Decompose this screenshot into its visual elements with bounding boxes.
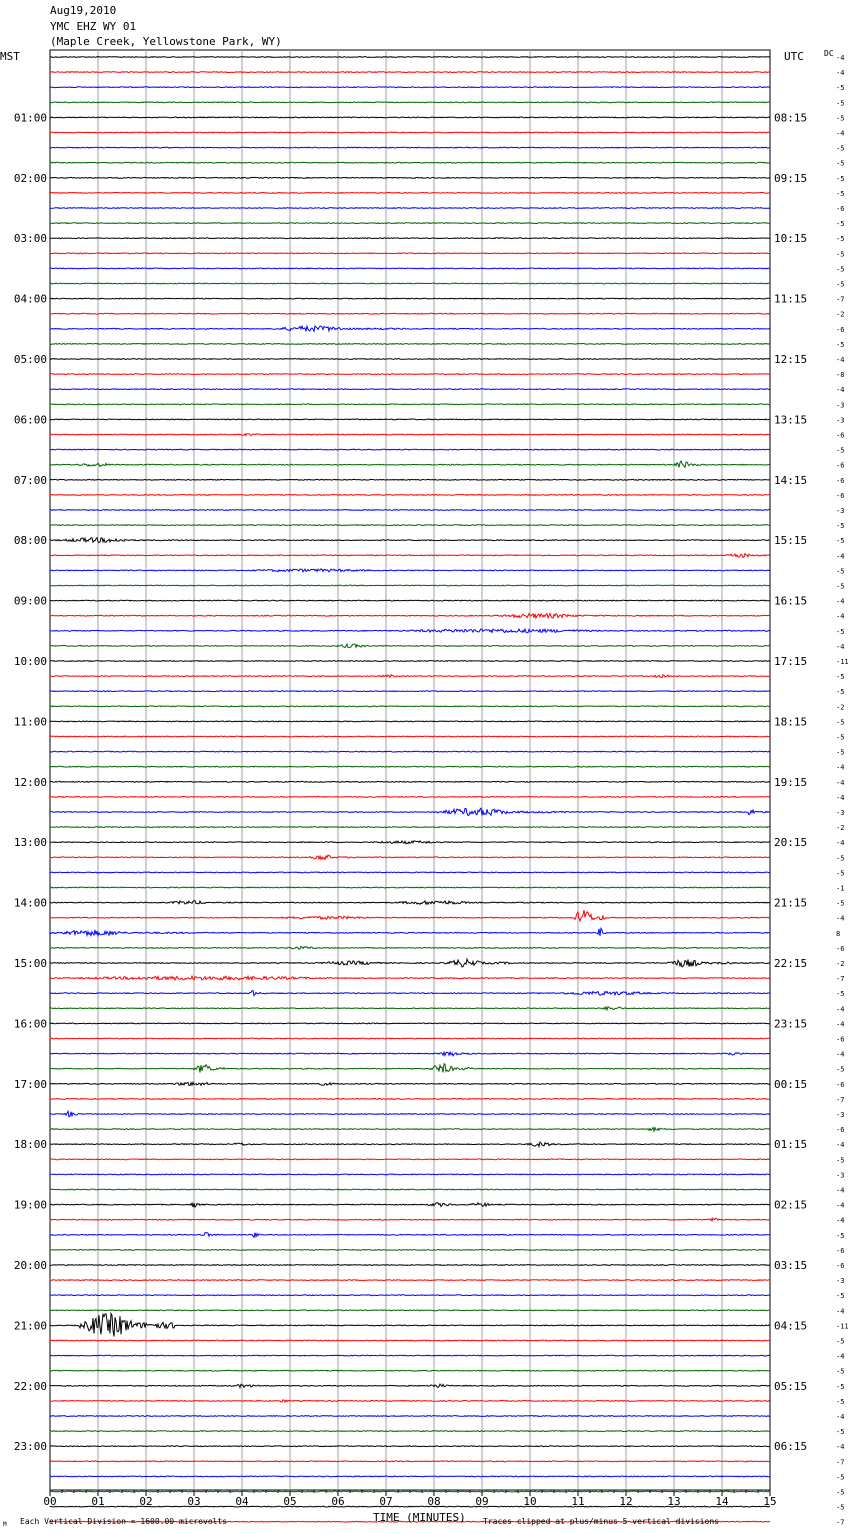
seismic-trace: [50, 1476, 770, 1477]
seismic-trace: [50, 959, 770, 967]
right-timezone-label: UTC: [784, 50, 804, 63]
x-tick-label: 06: [331, 1495, 345, 1508]
seismic-trace: [50, 298, 770, 299]
seismic-trace: [50, 781, 770, 782]
seismic-trace: [50, 132, 770, 133]
dc-offset-label: -4: [836, 778, 845, 787]
dc-offset-label: -5: [836, 265, 845, 274]
right-hour-label: 11:15: [774, 292, 808, 306]
right-hour-label: 14:15: [774, 473, 808, 487]
seismic-trace: [50, 946, 770, 949]
seismic-trace: [50, 1064, 770, 1073]
seismic-trace: [50, 766, 770, 767]
seismic-trace: [50, 117, 770, 118]
seismic-trace: [50, 1370, 770, 1371]
seismic-trace: [50, 1265, 770, 1266]
dc-offset-label: -5: [836, 1231, 845, 1240]
right-hour-label: 10:15: [774, 232, 808, 246]
seismic-trace: [50, 1355, 770, 1356]
left-hour-label: 08:00: [13, 534, 47, 548]
dc-offset-label: -4: [836, 1005, 845, 1014]
dc-offset-label: -2: [836, 824, 845, 833]
dc-offset-label: -4: [836, 642, 845, 651]
seismic-trace: [50, 1295, 770, 1296]
seismic-trace: [50, 1099, 770, 1100]
dc-offset-label: -4: [836, 356, 845, 364]
dc-offset-label: -5: [836, 1473, 845, 1482]
right-hour-label: 08:15: [774, 111, 808, 125]
left-hour-label: 03:00: [13, 232, 47, 246]
seismic-trace: [50, 1038, 770, 1039]
seismic-trace: [50, 193, 770, 194]
seismic-trace: [50, 808, 770, 815]
right-hour-label: 16:15: [774, 594, 808, 608]
seismic-trace: [50, 359, 770, 360]
seismic-trace: [50, 208, 770, 209]
dc-offset-label: -6: [836, 325, 845, 334]
seismic-trace: [50, 855, 770, 859]
seismic-trace: [50, 326, 770, 331]
right-hour-label: 01:15: [774, 1138, 808, 1152]
x-tick-label: 10: [523, 1495, 537, 1508]
seismic-trace: [50, 910, 770, 921]
left-hour-label: 02:00: [13, 171, 47, 185]
seismic-trace: [50, 404, 770, 405]
seismic-trace: [50, 419, 770, 420]
left-hour-label: 12:00: [13, 775, 47, 789]
left-hour-label: 05:00: [13, 353, 47, 366]
dc-offset-label: -5: [836, 899, 845, 908]
dc-offset-label: -5: [836, 114, 845, 123]
dc-offset-label: -5: [836, 1488, 845, 1497]
dc-offset-label: -2: [836, 960, 845, 968]
dc-offset-label: -5: [836, 688, 845, 697]
seismic-trace: [50, 1400, 770, 1402]
left-hour-label: 19:00: [13, 1198, 47, 1212]
seismic-trace: [50, 1159, 770, 1160]
seismic-trace: [50, 238, 770, 239]
dc-offset-label: -5: [836, 1428, 845, 1437]
dc-offset-label: -4: [836, 1216, 845, 1225]
dc-offset-label: -5: [836, 627, 845, 636]
seismic-trace: [50, 162, 770, 163]
seismic-trace: [50, 872, 770, 873]
dc-offset-label: -5: [836, 673, 845, 682]
dc-offset-label: -5: [836, 144, 845, 153]
x-tick-label: 13: [667, 1495, 681, 1508]
seismic-trace: [50, 976, 770, 980]
left-hour-label: 09:00: [13, 594, 47, 608]
seismic-trace: [50, 374, 770, 375]
right-hour-label: 02:15: [774, 1198, 808, 1212]
x-axis-label: TIME (MINUTES): [373, 1511, 466, 1524]
left-hour-label: 17:00: [13, 1077, 47, 1091]
seismic-trace: [50, 223, 770, 224]
dc-offset-label: -5: [836, 748, 845, 757]
right-hour-label: 12:15: [774, 353, 808, 366]
x-tick-label: 03: [187, 1495, 201, 1508]
dc-offset-label: -4: [836, 1050, 845, 1059]
dc-offset-label: -5: [836, 733, 845, 742]
dc-offset-label: -4: [836, 552, 845, 561]
dc-offset-label: -4: [836, 129, 845, 138]
right-hour-label: 23:15: [774, 1017, 808, 1031]
seismic-trace: [50, 538, 770, 543]
corner-mark: M: [3, 1521, 7, 1528]
dc-offset-label: -5: [836, 174, 845, 183]
dc-offset-label: -11: [836, 658, 849, 666]
dc-offset-label: -4: [836, 69, 845, 78]
seismic-trace: [50, 661, 770, 662]
seismic-trace: [50, 1280, 770, 1281]
dc-offset-label: -5: [836, 537, 845, 546]
dc-offset-label: -7: [836, 295, 845, 304]
dc-offset-label: -5: [836, 189, 845, 198]
dc-offset-label: -7: [836, 1518, 845, 1527]
seismic-trace: [50, 1416, 770, 1417]
seismic-trace: [50, 675, 770, 678]
seismic-trace: [50, 554, 770, 558]
dc-offset-label: -5: [836, 854, 845, 863]
vertical-scale-note: Each Vertical Division = 1600.00 microvolts: [20, 1517, 228, 1526]
left-hour-label: 18:00: [13, 1138, 47, 1152]
dc-offset-label: -3: [836, 401, 845, 410]
x-tick-label: 01: [91, 1495, 105, 1508]
seismic-trace: [50, 887, 770, 888]
dc-offset-label: -4: [836, 612, 845, 621]
right-hour-label: 09:15: [774, 171, 808, 185]
seismic-trace: [50, 510, 770, 511]
dc-offset-label: 8: [836, 929, 841, 938]
station-location: (Maple Creek, Yellowstone Park, WY): [50, 35, 282, 48]
dc-offset-label: -2: [836, 703, 845, 712]
dc-offset-label: -4: [836, 1141, 845, 1150]
seismic-trace: [50, 706, 770, 707]
seismic-trace: [50, 1384, 770, 1387]
dc-offset-label: -5: [836, 235, 845, 244]
right-hour-label: 00:15: [774, 1077, 808, 1091]
dc-offset-label: -3: [836, 1111, 845, 1119]
seismic-trace: [50, 1203, 770, 1207]
dc-offset-label: -5: [836, 718, 845, 727]
right-hour-label: 18:15: [774, 715, 808, 729]
left-hour-label: 04:00: [13, 292, 47, 306]
left-hour-label: 20:00: [13, 1259, 47, 1272]
dc-offset-label: -6: [836, 491, 845, 500]
seismic-trace: [50, 613, 770, 618]
traces: [50, 57, 770, 1534]
seismic-trace: [50, 1142, 770, 1146]
dc-offset-label: -1: [836, 884, 845, 893]
dc-offset-label: -5: [836, 99, 845, 108]
seismic-trace: [50, 344, 770, 345]
dc-offset-label: -6: [836, 1080, 845, 1089]
seismic-trace: [50, 434, 770, 436]
seismic-trace: [50, 721, 770, 722]
seismic-trace: [50, 644, 770, 648]
dc-offset-label: -6: [836, 1246, 845, 1255]
dc-offset-label: -5: [836, 250, 845, 259]
seismic-trace: [50, 1431, 770, 1432]
seismic-trace: [50, 461, 770, 467]
seismic-trace: [50, 1250, 770, 1251]
dc-offset-label: -3: [836, 507, 845, 515]
dc-offset-label: -5: [836, 582, 845, 591]
dc-offset-label: -4: [836, 1020, 845, 1029]
dc-offset-label: -4: [836, 793, 845, 802]
x-tick-label: 00: [43, 1495, 57, 1508]
x-tick-label: 12: [619, 1495, 633, 1508]
dc-offset-label: -5: [836, 869, 845, 878]
left-hour-label: 21:00: [13, 1319, 47, 1333]
dc-offset-label: -5: [836, 1292, 845, 1301]
dc-offset-label: -4: [836, 914, 845, 923]
seismic-trace: [50, 1461, 770, 1462]
dc-offset-label: -7: [836, 1095, 845, 1104]
right-hour-label: 03:15: [774, 1259, 808, 1272]
seismic-trace: [50, 928, 770, 935]
dc-offset-label: -6: [836, 944, 845, 953]
x-tick-label: 04: [235, 1495, 249, 1508]
x-tick-label: 14: [715, 1495, 729, 1508]
dc-offset-label: -3: [836, 416, 845, 425]
dc-offset-label: -5: [836, 1397, 845, 1406]
left-hour-label: 23:00: [13, 1440, 47, 1454]
left-hour-label: 14:00: [13, 896, 47, 910]
dc-offset-label: -5: [836, 159, 845, 168]
seismic-trace: [50, 751, 770, 752]
seismic-trace: [50, 691, 770, 692]
dc-offset-label: -4: [836, 1413, 845, 1421]
seismic-trace: [50, 495, 770, 496]
x-tick-label: 07: [379, 1495, 393, 1508]
dc-offset-label: -6: [836, 461, 845, 470]
seismic-trace: [50, 87, 770, 88]
x-tick-label: 11: [571, 1495, 585, 1508]
seismic-trace: [50, 1111, 770, 1116]
seismic-trace: [50, 1314, 770, 1337]
dc-offset-label: -6: [836, 1035, 845, 1044]
x-tick-label: 02: [139, 1495, 153, 1508]
dc-offset-label: -3: [836, 1171, 845, 1180]
dc-offset-label: -7: [836, 1458, 845, 1467]
dc-offset-label: -6: [836, 431, 845, 440]
dc-offset-label: -4: [836, 1201, 845, 1210]
left-hour-label: 13:00: [13, 836, 47, 850]
dc-offset-label: -5: [836, 1337, 845, 1346]
seismic-trace: [50, 525, 770, 526]
seismic-trace: [50, 147, 770, 148]
dc-offset-label: -4: [836, 839, 845, 848]
seismic-trace: [50, 1310, 770, 1311]
dc-offset-label: -6: [836, 205, 845, 213]
seismic-trace: [50, 1446, 770, 1447]
left-hour-label: 16:00: [13, 1017, 47, 1031]
seismic-trace: [50, 1007, 770, 1010]
dc-offset-label: -5: [836, 990, 845, 999]
dc-offset-label: -4: [836, 54, 845, 62]
right-hour-label: 06:15: [774, 1440, 808, 1454]
seismic-trace: [50, 253, 770, 254]
seismic-trace: [50, 569, 770, 572]
right-hour-label: 05:15: [774, 1379, 808, 1393]
seismic-trace: [50, 1506, 770, 1507]
seismic-trace: [50, 1233, 770, 1238]
station-code: YMC EHZ WY 01: [50, 20, 137, 33]
seismic-trace: [50, 72, 770, 73]
dc-offset-label: -3: [836, 809, 845, 817]
seismic-trace: [50, 449, 770, 450]
dc-offset-label: -4: [836, 386, 845, 395]
seismic-trace: [50, 901, 770, 905]
dc-offset-label: -5: [836, 220, 845, 229]
seismic-trace: [50, 283, 770, 284]
left-timezone-label: MST: [0, 50, 20, 63]
plot-frame: [50, 50, 770, 1490]
seismic-trace: [50, 827, 770, 828]
seismic-trace: [50, 1174, 770, 1175]
dc-offset-label: -5: [836, 446, 845, 455]
right-hour-label: 21:15: [774, 896, 808, 910]
clip-note: Traces clipped at plus/minus 5 vertical divisions: [483, 1517, 720, 1526]
dc-offset-label: -5: [836, 1367, 845, 1376]
dc-offset-label: -5: [836, 567, 845, 576]
seismic-trace: [50, 313, 770, 314]
seismic-trace: [50, 797, 770, 798]
right-hour-label: 20:15: [774, 836, 808, 850]
seismic-trace: [50, 1218, 770, 1221]
seismic-trace: [50, 1189, 770, 1190]
dc-offset-label: -5: [836, 522, 845, 531]
dc-offset-label: -5: [836, 280, 845, 289]
dc-offset-label: -4: [836, 1307, 845, 1316]
right-hour-label: 22:15: [774, 957, 808, 970]
seismic-trace: [50, 1023, 770, 1024]
dc-offset-label: -8: [836, 371, 845, 380]
seismic-trace: [50, 991, 770, 996]
dc-offset-label: -5: [836, 1156, 845, 1165]
dc-offset-label: -4: [836, 763, 845, 772]
dc-offset-label: -5: [836, 1503, 845, 1512]
chart-date: Aug19,2010: [50, 4, 117, 17]
dc-offset-label: -3: [836, 1277, 845, 1286]
seismic-trace: [50, 268, 770, 269]
right-hour-label: 04:15: [774, 1319, 808, 1333]
dc-offset-label: -11: [836, 1322, 849, 1331]
dc-offset-label: -6: [836, 1126, 845, 1135]
seismic-trace: [50, 841, 770, 844]
right-hour-label: 15:15: [774, 534, 808, 548]
dc-offset-label: -5: [836, 84, 845, 93]
right-hour-label: 17:15: [774, 655, 808, 668]
right-hour-label: 19:15: [774, 775, 808, 789]
seismic-trace: [50, 1052, 770, 1056]
x-tick-label: 15: [763, 1495, 777, 1508]
left-hour-label: 22:00: [13, 1379, 47, 1393]
seismic-trace: [50, 1128, 770, 1132]
x-tick-label: 09: [475, 1495, 489, 1508]
seismic-trace: [50, 479, 770, 480]
dc-offset-label: -2: [836, 310, 845, 319]
seismic-trace: [50, 1082, 770, 1085]
dc-offset-label: -5: [836, 340, 845, 349]
x-tick-label: 08: [427, 1495, 441, 1508]
dc-offset-label: -4: [836, 1352, 845, 1361]
seismic-trace: [50, 1340, 770, 1341]
left-hour-label: 11:00: [13, 715, 47, 729]
seismic-trace: [50, 389, 770, 390]
dc-offset-label: -7: [836, 975, 845, 984]
dc-offset-label: -4: [836, 1186, 845, 1195]
seismic-trace: [50, 600, 770, 601]
seismic-trace: [50, 736, 770, 737]
right-hour-label: 13:15: [774, 413, 808, 427]
left-hour-label: 10:00: [13, 655, 47, 668]
dc-offset-label: -4: [836, 597, 845, 606]
dc-offset-label: -5: [836, 1065, 845, 1074]
dc-offset-label: -4: [836, 1443, 845, 1452]
left-hour-label: 15:00: [13, 957, 47, 970]
dc-offset-label: -6: [836, 1262, 845, 1270]
dc-label: DC: [824, 49, 834, 58]
dc-offset-label: -5: [836, 1382, 845, 1391]
dc-offset-label: -6: [836, 476, 845, 485]
left-hour-label: 06:00: [13, 413, 47, 427]
x-tick-label: 05: [283, 1495, 297, 1508]
seismic-trace: [50, 177, 770, 178]
left-hour-label: 07:00: [13, 473, 47, 487]
seismic-trace: [50, 585, 770, 586]
seismic-trace: [50, 629, 770, 633]
left-hour-label: 01:00: [13, 111, 47, 125]
seismic-trace: [50, 57, 770, 58]
seismic-trace: [50, 102, 770, 103]
